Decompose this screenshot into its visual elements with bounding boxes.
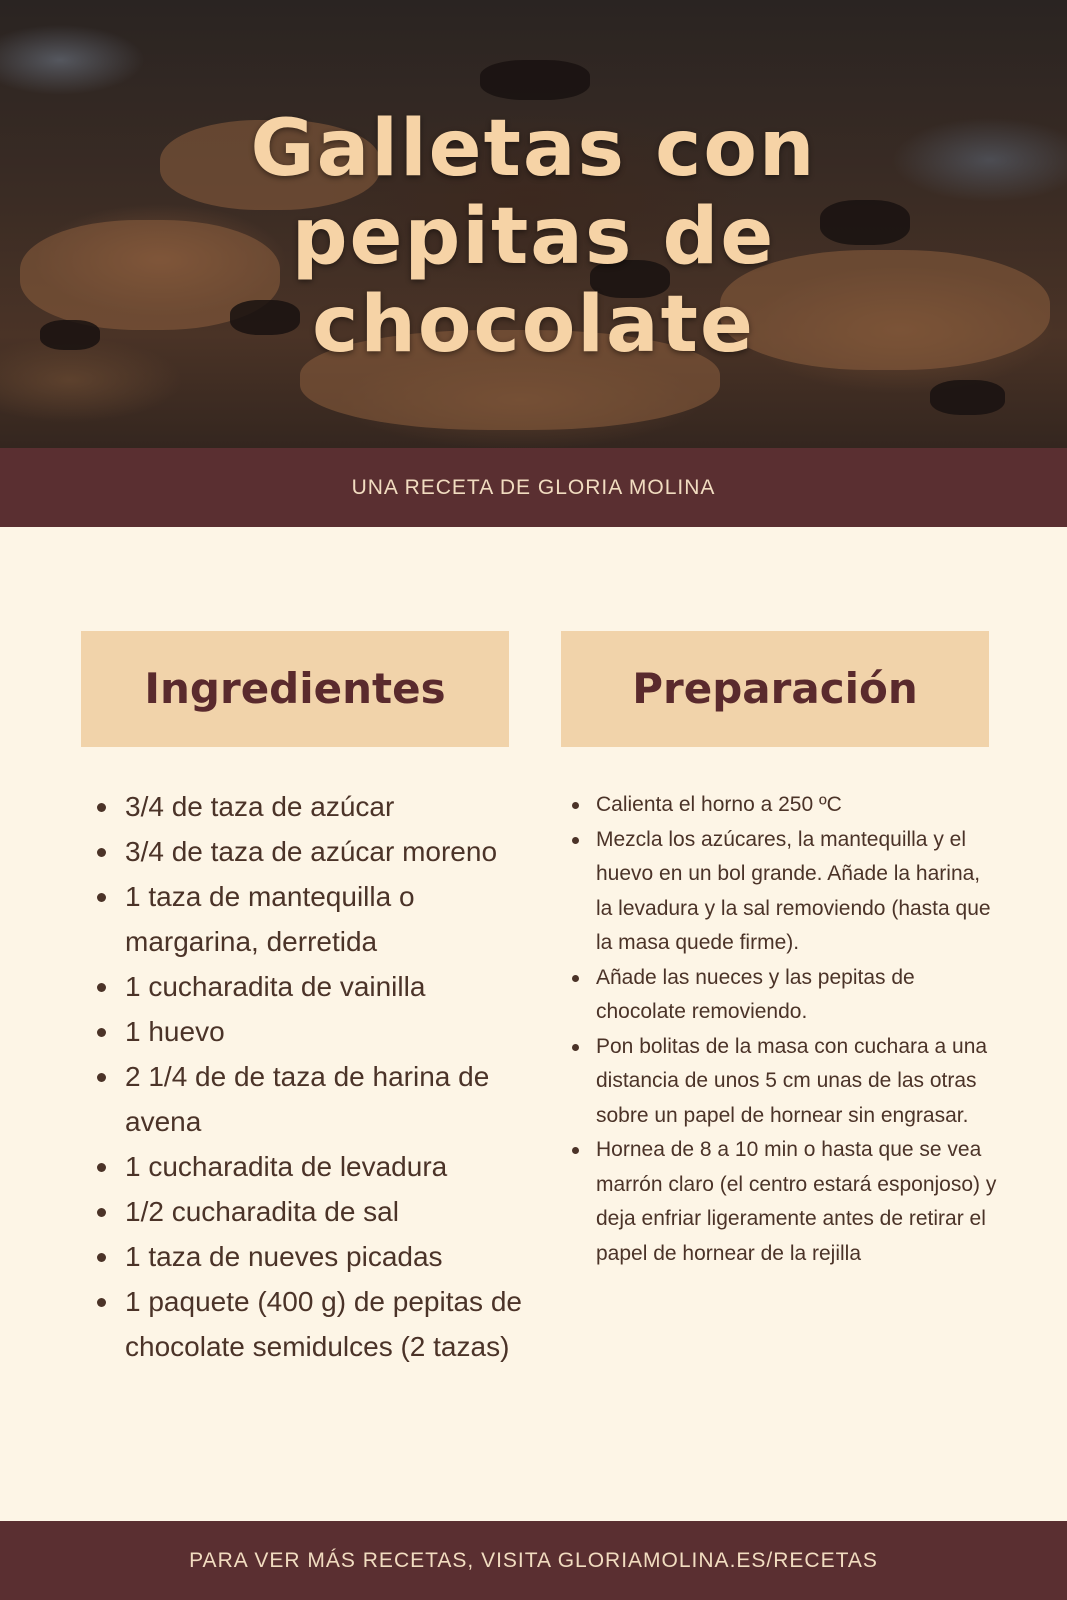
preparation-steps — [596, 788, 1001, 1271]
author-banner — [0, 448, 1067, 527]
list-item: Añade las nueces y las pepitas de chocolate removiendo. — [596, 961, 1001, 1030]
footer-banner — [0, 1521, 1067, 1600]
author-credit: UNA RECETA DE GLORIA MOLINA — [351, 476, 716, 499]
ingredients-list — [125, 784, 525, 1369]
list-item: 1 cucharadita de vainilla — [125, 964, 525, 1009]
preparation-heading: Preparación — [561, 631, 989, 747]
list-item: Pon bolitas de la masa con cuchara a una distancia de unos 5 cm unas de las otras sobre un papel de hornear sin engrasar. — [596, 1030, 1001, 1134]
list-item: 3/4 de taza de azúcar — [125, 784, 525, 829]
list-item: 1 taza de nueves picadas — [125, 1234, 525, 1279]
list-item: 2 1/4 de de taza de harina de avena — [125, 1054, 525, 1144]
ingredients-heading: Ingredientes — [81, 631, 509, 747]
title-line-1: Galletas con — [250, 104, 817, 194]
chocolate-chip-shape — [930, 380, 1005, 415]
list-item: Hornea de 8 a 10 min o hasta que se vea marrón claro (el centro estará esponjoso) y deja enfriar ligeramente antes de retirar el papel de hornear de la rejilla — [596, 1133, 1001, 1271]
list-item: 1 paquete (400 g) de pepitas de chocolate semidulces (2 tazas) — [125, 1279, 525, 1369]
chocolate-chip-shape — [480, 60, 590, 100]
list-item: 1 huevo — [125, 1009, 525, 1054]
list-item: Mezcla los azúcares, la mantequilla y el huevo en un bol grande. Añade la harina, la levadura y la sal removiendo (hasta que la masa quede firme). — [596, 823, 1001, 961]
list-item: 1/2 cucharadita de sal — [125, 1189, 525, 1234]
list-item: 1 taza de mantequilla o margarina, derretida — [125, 874, 525, 964]
list-item: 1 cucharadita de levadura — [125, 1144, 525, 1189]
footer-link-text[interactable]: PARA VER MÁS RECETAS, VISITA GLORIAMOLINA.ES/RECETAS — [189, 1549, 878, 1572]
list-item: Calienta el horno a 250 ºC — [596, 788, 1001, 823]
list-item: 3/4 de taza de azúcar moreno — [125, 829, 525, 874]
title-line-3: chocolate — [312, 280, 755, 370]
hero-cookie-photo — [0, 0, 1067, 448]
title-line-2: pepitas de — [291, 192, 776, 282]
recipe-title — [0, 105, 1067, 369]
